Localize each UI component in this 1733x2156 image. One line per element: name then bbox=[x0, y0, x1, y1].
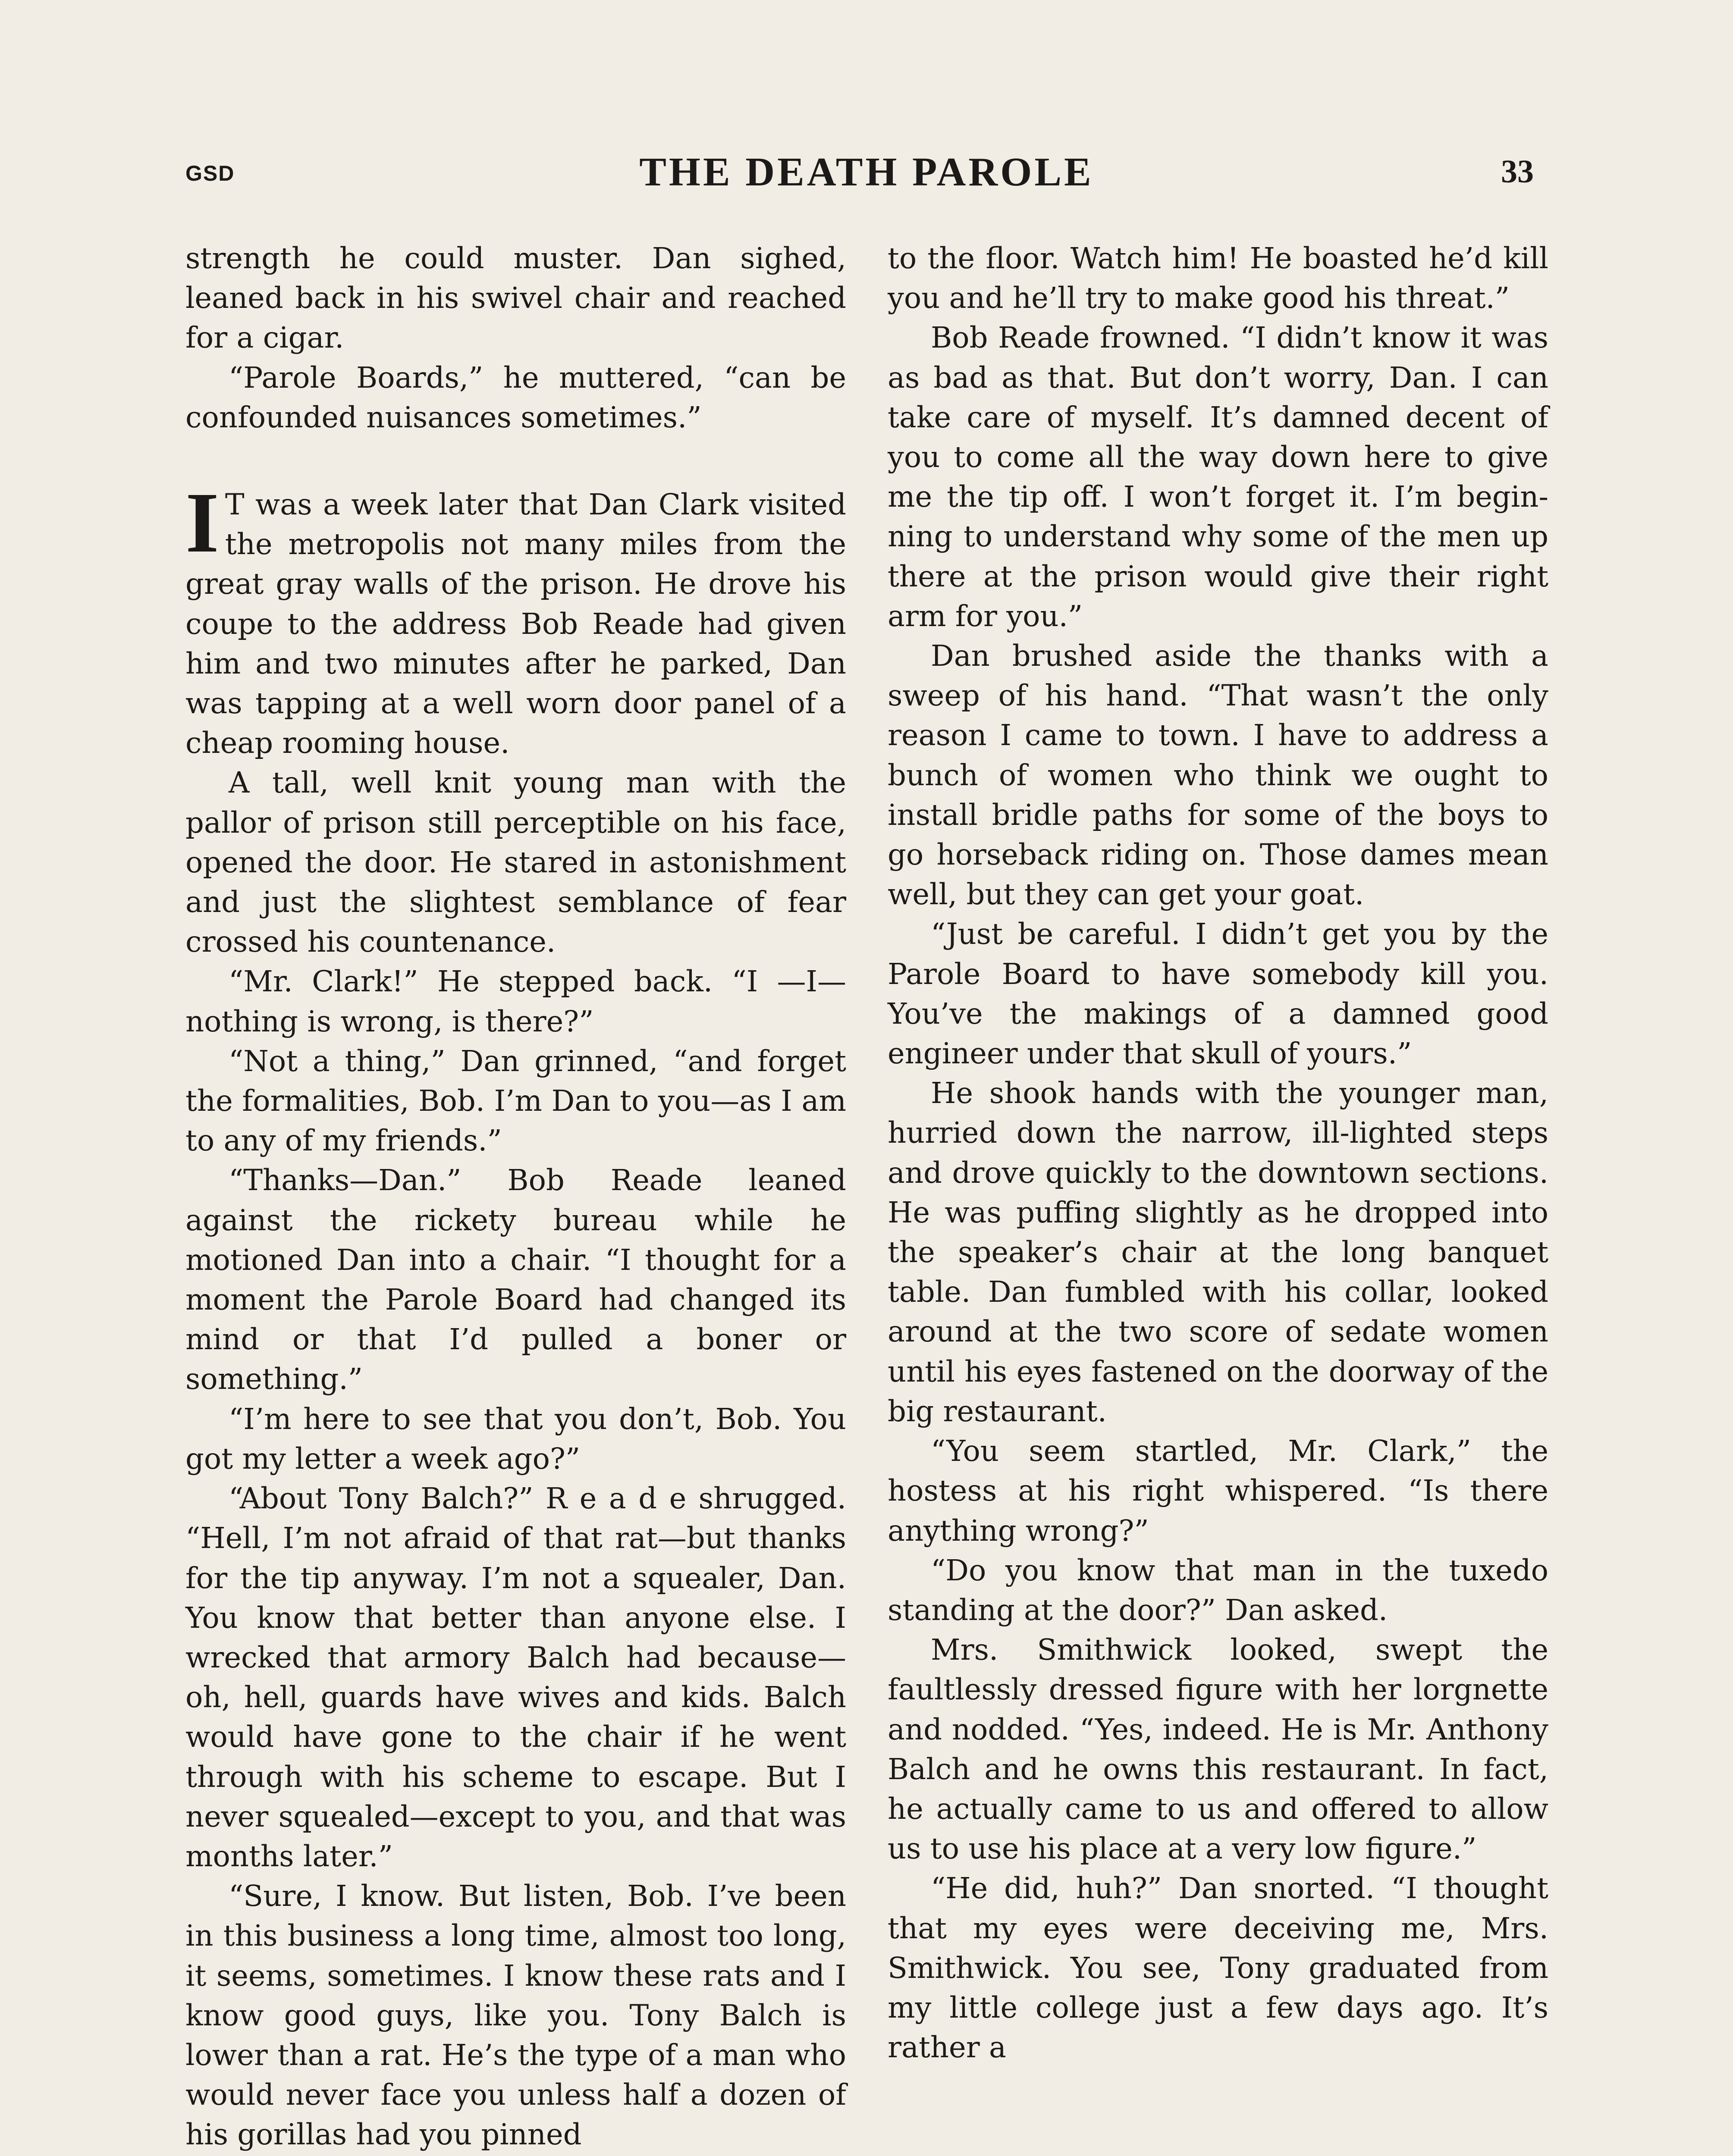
left-column bbox=[185, 238, 846, 2156]
chapter-opening-paragraph bbox=[185, 475, 846, 763]
paragraph: He shook hands with the younger man, hurried down the narrow, ill-lighted steps and drove quickly to the downtown sections. He was puffing slightly as he dropped into the speaker’s chair at the long banquet table. Dan fumbled with his collar, looked around at the two score of sedate women until his eyes fastened on the doorway of the big restaurant. bbox=[888, 1076, 1548, 1428]
paragraph: strength he could muster. Dan sighed, leaned back in his swivel chair and reached for a cigar. bbox=[185, 241, 846, 355]
paragraph: “About Tony Balch?” R e a d e shrugged. “Hell, I’m not afraid of that rat—but thanks for the tip anyway. I’m not a squealer, Dan. You know that better than anyone else. I wrecked that armory Balch had because—oh, hell, guards have wives and kids. Balch would have gone to the chair if he went through with his scheme to escape. But I never squealed—except to you, and that was months later.” bbox=[185, 1482, 846, 1873]
page-number: 33 bbox=[1501, 154, 1534, 190]
paragraph-text: T was a week later that Dan Clark visited the metropolis not many miles from the great gray walls of the prison. He drove his coupe to the address Bob Reade had given him and two minutes after he parked, Dan was tapping at a well worn door panel of a cheap rooming house. bbox=[185, 488, 846, 760]
paragraph: “You seem startled, Mr. Clark,” the hostess at his right whispered. “Is there anything wrong?” bbox=[888, 1434, 1548, 1548]
paragraph: “Thanks—Dan.” Bob Reade leaned against the rickety bureau while he motioned Dan into a chair. “I thought for a moment the Parole Board had changed its mind or that I’d pulled a boner or something.” bbox=[185, 1163, 846, 1396]
paragraph: “Parole Boards,” he muttered, “can be confounded nuisances sometimes.” bbox=[185, 360, 846, 434]
paragraph: “I’m here to see that you don’t, Bob. You got my letter a week ago?” bbox=[185, 1402, 846, 1476]
paragraph: Bob Reade frowned. “I didn’t know it was as bad as that. But don’t worry, Dan. I can take care of myself. It’s damned decent of you to come all the way down here to give me the tip off. I won’t forget it. I’m beginning to understand why some of the men up there at the prison would give their right arm for you.” bbox=[888, 321, 1548, 633]
header-code: GSD bbox=[185, 161, 235, 185]
paragraph: A tall, well knit young man with the pallor of prison still perceptible on his face, opened the door. He stared in astonishment and just the slightest semblance of fear crossed his countenance. bbox=[185, 766, 846, 959]
page-header bbox=[0, 149, 1733, 205]
paragraph: Dan brushed aside the thanks with a sweep of his hand. “That wasn’t the only reason I came to town. I have to address a bunch of women who think we ought to install bridle paths for some of the boys to go horseback riding on. Those dames mean well, but they can get your goat. bbox=[888, 639, 1548, 912]
paragraph: Mrs. Smithwick looked, swept the faultlessly dressed figure with her lorgnette and nodded. “Yes, indeed. He is Mr. Anthony Balch and he owns this restaurant. In fact, he actually came to us and offered to allow us to use his place at a very low figure.” bbox=[888, 1633, 1548, 1866]
drop-cap: I bbox=[185, 475, 219, 571]
paragraph: “Do you know that man in the tuxedo standing at the door?” Dan asked. bbox=[888, 1553, 1548, 1627]
running-title: THE DEATH PAROLE bbox=[639, 150, 1094, 194]
paragraph: “He did, huh?” Dan snorted. “I thought that my eyes were deceiving me, Mrs. Smithwick. You see, Tony graduated from my little college just a few days ago. It’s rather a bbox=[888, 1871, 1548, 2065]
right-column bbox=[888, 238, 1548, 2156]
paragraph: “Sure, I know. But listen, Bob. I’ve been in this business a long time, almost too long, it seems, sometimes. I know these rats and I know good guys, like you. Tony Balch is lower than a rat. He’s the type of a man who would never face you unless half a dozen of his gorillas had you pinned bbox=[185, 1879, 846, 2152]
paragraph: “Mr. Clark!” He stepped back. “I —I—nothing is wrong, is there?” bbox=[185, 965, 846, 1038]
paragraph: “Not a thing,” Dan grinned, “and forget the formalities, Bob. I’m Dan to you—as I am to any of my friends.” bbox=[185, 1044, 846, 1158]
paragraph: to the floor. Watch him! He boasted he’d kill you and he’ll try to make good his threat.” bbox=[888, 241, 1548, 315]
paragraph: “Just be careful. I didn’t get you by the Parole Board to have somebody kill you. You’ve the makings of a damned good engineer under that skull of yours.” bbox=[888, 917, 1548, 1071]
